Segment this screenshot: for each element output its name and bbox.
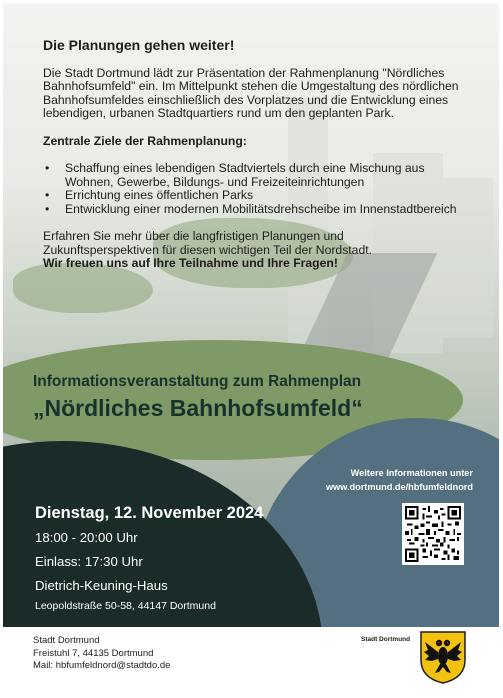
list-item — [43, 203, 463, 217]
more-info-paragraph — [43, 230, 463, 271]
logo-label: Stadt Dortmund — [361, 636, 411, 643]
goal-text: Schaffung eines lebendigen Stadtviertels durch eine Mischung aus Wohnen, Gewerbe, Bildungs- und Freizeiteinrichtungen — [65, 161, 425, 189]
bullet-icon: • — [45, 201, 50, 216]
list-item — [43, 189, 463, 203]
event-kicker: Informationsveranstaltung zum Rahmenplan — [33, 373, 362, 390]
footer-street: Freistuhl 7, 44135 Dortmund — [33, 647, 154, 659]
event-title-block — [33, 373, 463, 422]
event-time: 18:00 - 20:00 Uhr — [35, 530, 138, 545]
more-info-link[interactable]: www.dortmund.de/hbfumfeldnord — [325, 482, 473, 492]
footer — [3, 627, 499, 697]
goal-text: Entwicklung einer modernen Mobilitätsdrehscheibe im Innenstadtbereich — [65, 201, 457, 216]
goals-list — [43, 162, 463, 216]
intro-section — [43, 39, 463, 271]
more-info-label: Weitere Informationen unter — [350, 468, 473, 478]
intro-paragraph: Die Stadt Dortmund lädt zur Präsentation der Rahmenplanung "Nördliches Bahnhofsumfeld" ein. Im Mittelpunkt stehen die Umgestaltung des nördlichen Bahnhofsumfeldes einschließlich des Vorplatzes und die Entwicklung eines lebendigen, urbanen Stadtquartiers rund um den geplanten Park. — [43, 65, 459, 120]
qr-code-icon[interactable] — [402, 503, 464, 565]
event-venue: Dietrich-Keuning-Haus — [35, 578, 168, 593]
event-entry-time: Einlass: 17:30 Uhr — [35, 554, 143, 569]
event-address: Leopoldstraße 50-58, 44147 Dortmund — [35, 600, 216, 612]
event-name: „Nördliches Bahnhofsumfeld“ — [33, 395, 363, 421]
footer-org: Stadt Dortmund — [33, 635, 100, 646]
footer-contact — [33, 635, 170, 673]
more-info-block — [297, 466, 473, 494]
goals-heading: Zentrale Ziele der Rahmenplanung: — [43, 133, 247, 148]
bullet-icon: • — [45, 161, 50, 175]
footer-mail[interactable]: Mail: hbfumfeldnord@stadtdo.de — [33, 660, 171, 671]
goal-text: Errichtung eines öffentlichen Parks — [65, 188, 254, 202]
intro-heading: Die Planungen gehen weiter! — [43, 37, 235, 53]
event-poster — [3, 3, 499, 627]
dortmund-eagle-crest-icon — [419, 630, 467, 684]
closing-text: Wir freuen uns auf Ihre Teilnahme und Ihre Fragen! — [43, 256, 338, 270]
event-date: Dienstag, 12. November 2024 — [35, 504, 264, 522]
more-info-text: Erfahren Sie mehr über die langfristigen Planungen und Zukunftsperspektiven für diesen wichtigen Teil der Nordstadt. — [43, 229, 373, 257]
event-details — [35, 503, 295, 613]
background-park — [13, 263, 153, 313]
bullet-icon: • — [45, 188, 50, 202]
list-item — [43, 162, 463, 189]
